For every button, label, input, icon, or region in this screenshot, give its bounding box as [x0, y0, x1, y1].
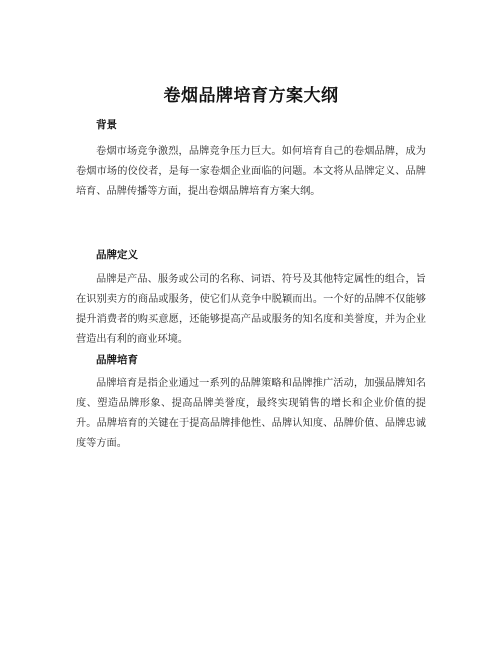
section-paragraph-brand-definition: 品牌是产品、服务或公司的名称、词语、符号及其他特定属性的组合，旨在识别卖方的商品或服务，使它们从竞争中脱颖而出。一个好的品牌不仅能够提升消费者的购买意愿，还能够提高产品或服务的知名度和美誉度，并为企业营造出有利的商业环境。 [76, 274, 426, 345]
section-heading-background: 背景 [96, 119, 117, 131]
section-paragraph-background: 卷烟市场竞争激烈，品牌竞争压力巨大。如何培育自己的卷烟品牌，成为卷烟市场的佼佼者，是每一家卷烟企业面临的问题。本文将从品牌定义、品牌培育、品牌传播等方面，提出卷烟品牌培育方案大纲。 [76, 146, 426, 197]
section-heading-brand-definition: 品牌定义 [96, 249, 138, 261]
document-title: 卷烟品牌培育方案大纲 [163, 86, 339, 106]
section-paragraph-brand-cultivation: 品牌培育是指企业通过一系列的品牌策略和品牌推广活动，加强品牌知名度、塑造品牌形象、提高品牌美誉度，最终实现销售的增长和企业价值的提升。品牌培育的关键在于提高品牌排他性、品牌认知度、品牌价值、品牌忠诚度等方面。 [76, 378, 426, 449]
section-heading-brand-cultivation: 品牌培育 [96, 354, 138, 366]
